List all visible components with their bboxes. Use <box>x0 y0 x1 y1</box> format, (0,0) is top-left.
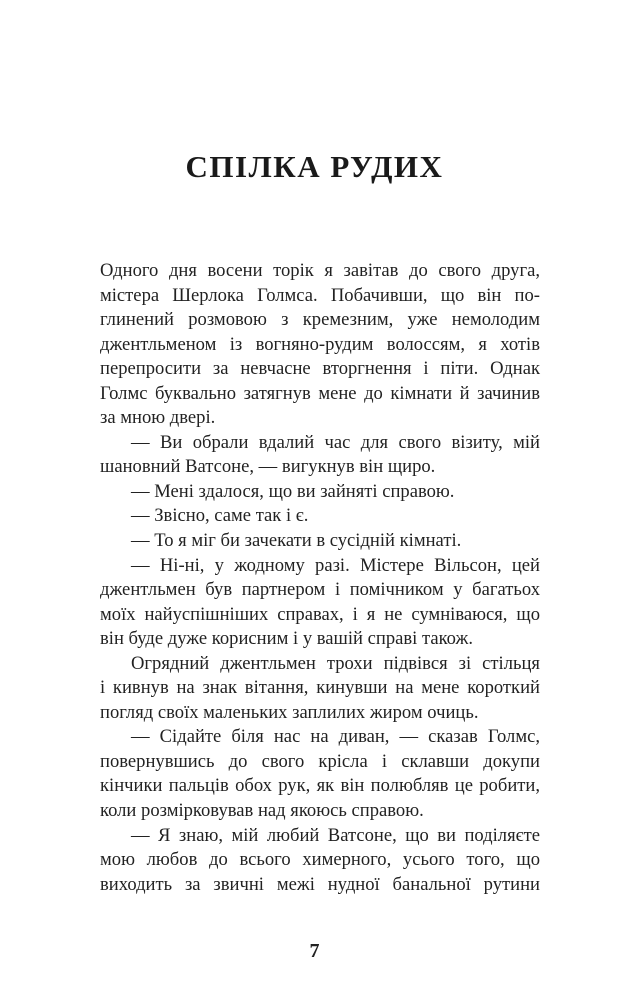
text-line: містера Шерлока Голмса. Побачивши, що він по- <box>100 284 540 306</box>
text-line: — Звісно, саме так і є. <box>131 505 309 527</box>
text-line: — Я знаю, мій любий Ватсоне, що ви поділяєте <box>131 824 540 846</box>
text-line: за мною двері. <box>100 407 216 429</box>
page-number: 7 <box>309 940 320 962</box>
text-line: джентльменом із вогняно-рудим волоссям, я хотів <box>100 333 540 355</box>
text-line: глинений розмовою з кремезним, уже немолодим <box>100 309 540 331</box>
text-line: мою любов до всього химерного, усього того, що <box>100 849 540 871</box>
text-line: — Ви обрали вдалий час для свого візиту, мій <box>131 431 540 453</box>
text-line: — Мені здалося, що ви зайняті справою. <box>131 480 455 502</box>
text-line: кінчики пальців обох рук, як він полюбляв це робити, <box>100 775 540 797</box>
text-line: моїх найуспішніших справах, і я не сумніваюся, що <box>100 603 540 625</box>
text-line: — То я міг би зачекати в сусідній кімнаті. <box>131 530 462 552</box>
text-line: — Сідайте біля нас на диван, — сказав Голмс, <box>131 726 540 748</box>
chapter-body-text <box>100 259 540 897</box>
text-line: погляд своїх маленьких заплилих жиром очиць. <box>100 701 479 723</box>
text-line: Голмс буквально затягнув мене до кімнати й зачинив <box>100 382 540 404</box>
text-line: і кивнув на знак вітання, кинувши на мене короткий <box>100 677 540 699</box>
text-line: повернувшись до свого крісла і склавши докупи <box>100 750 540 772</box>
text-line: коли розмірковував над якоюсь справою. <box>100 800 424 822</box>
text-line: він буде дуже корисним і у вашій справі також. <box>100 628 473 650</box>
text-line: Огрядний джентльмен трохи підвівся зі стільця <box>131 652 540 674</box>
text-line: шановний Ватсоне, — вигукнув він щиро. <box>100 456 436 478</box>
text-line: джентльмен був партнером і помічником у багатьох <box>100 579 540 601</box>
text-line: виходить за звичні межі нудної банальної рутини <box>100 873 540 895</box>
text-line: Одного дня восени торік я завітав до свого друга, <box>100 260 540 281</box>
text-line: — Ні-ні, у жодному разі. Містере Вільсон, цей <box>131 554 540 576</box>
chapter-title: СПІЛКА РУДИХ <box>185 148 444 184</box>
text-line: перепросити за невчасне вторгнення і піти. Однак <box>100 358 540 380</box>
